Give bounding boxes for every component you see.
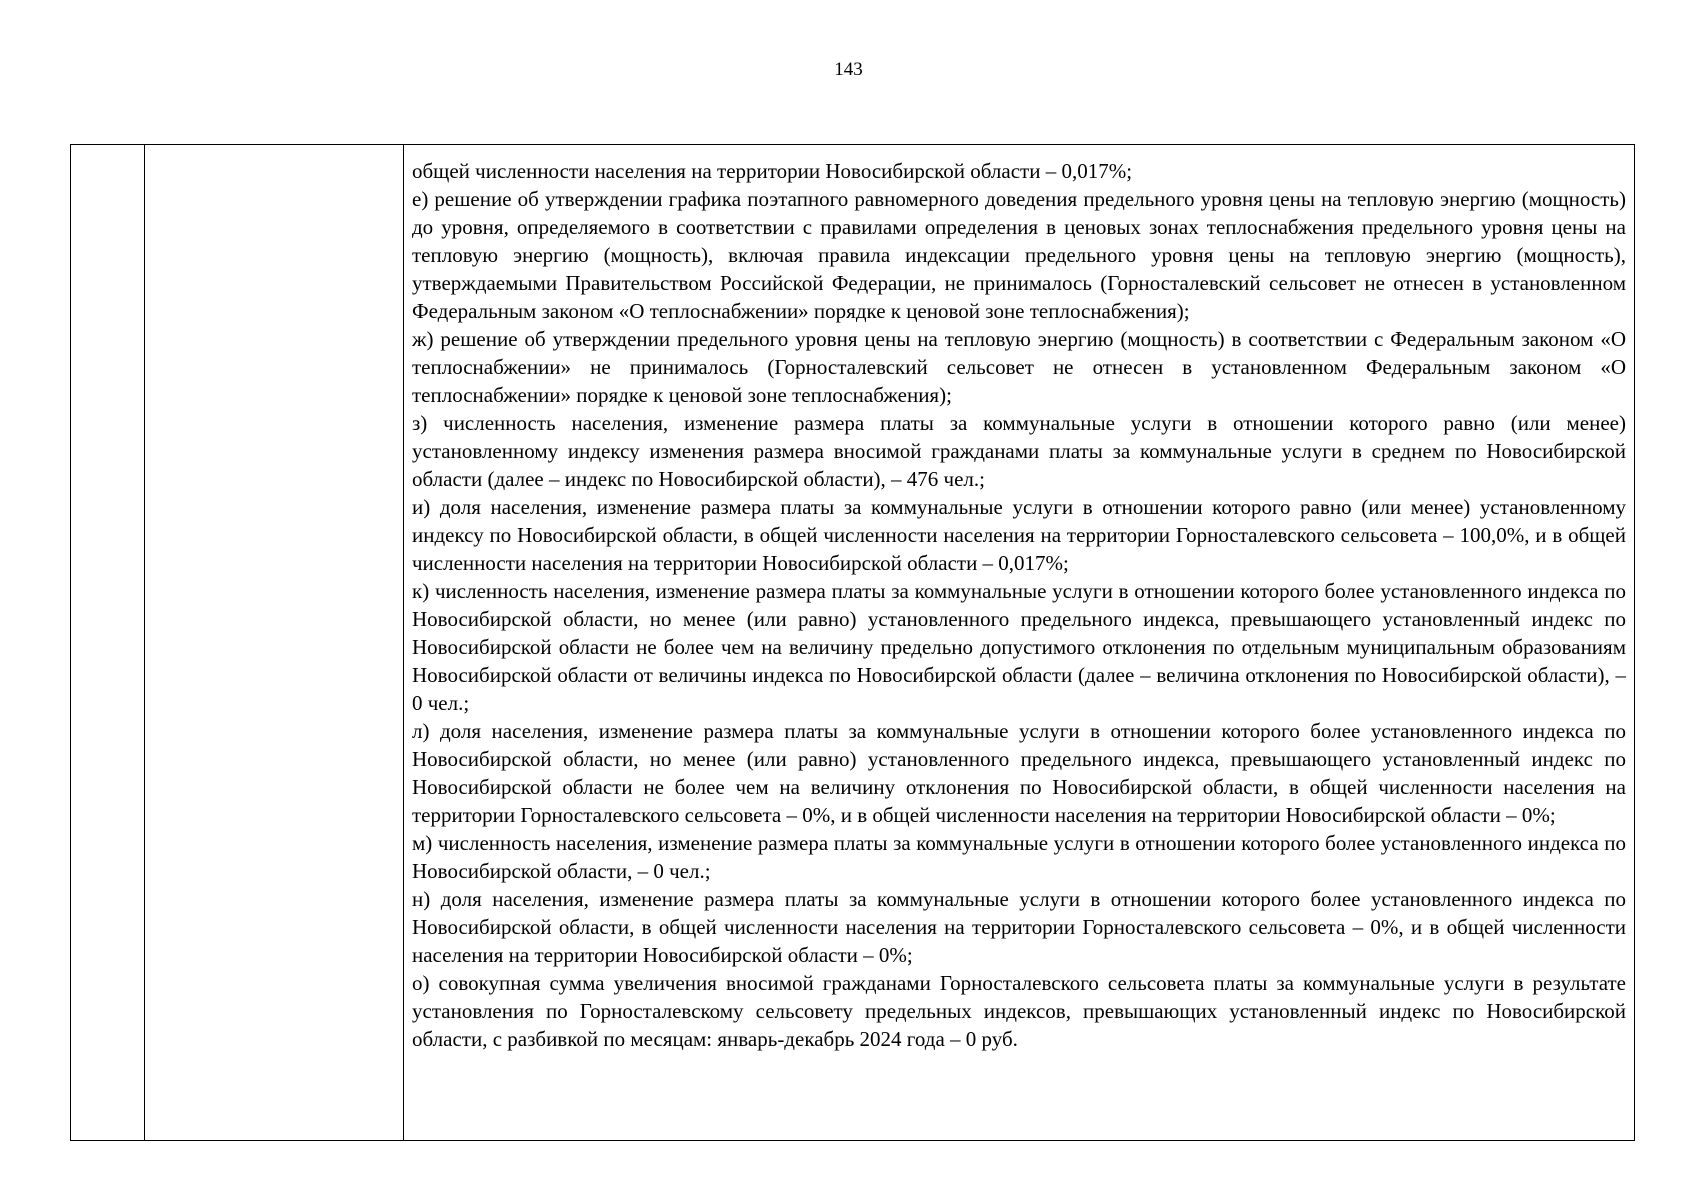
paragraph-i: и) доля населения, изменение размера платы за коммунальные услуги в отношении которого равно (или менее) установленному индексу по Новосибирской области, в общей численности населения на территории Горносталевского сельсовета – 100,0%, и в общей численности населения на территории Новосибирской области – 0,017%;: [412, 495, 1626, 575]
paragraph-zh: ж) решение об утверждении предельного уровня цены на тепловую энергию (мощность) в соответствии с Федеральным законом «О теплоснабжении» не принималось (Горносталевский сельсовет не отнесен в установленном Федеральным законом «О теплоснабжении» порядке к ценовой зоне теплоснабжения);: [412, 327, 1626, 407]
paragraph-continuation: общей численности населения на территории Новосибирской области – 0,017%;: [412, 159, 1133, 183]
table-cell-content: [404, 145, 1635, 1141]
table-cell-number: [71, 145, 145, 1141]
table-row: [71, 145, 1635, 1141]
paragraph-l: л) доля населения, изменение размера платы за коммунальные услуги в отношении которого более установленного индекса по Новосибирской области, но менее (или равно) установленного предельного индекса, превышающего установленный индекс по Новосибирской области не более чем на величину отклонения по Новосибирской области, в общей численности населения на территории Горносталевского сельсовета – 0%, и в общей численности населения на территории Новосибирской области – 0%;: [412, 719, 1626, 827]
content-text: [404, 145, 1634, 1053]
paragraph-m: м) численность населения, изменение размера платы за коммунальные услуги в отношении которого более установленного индекса по Новосибирской области, – 0 чел.;: [412, 831, 1626, 883]
table-cell-name: [145, 145, 404, 1141]
document-table: [70, 144, 1635, 1141]
paragraph-o: о) совокупная сумма увеличения вносимой гражданами Горносталевского сельсовета платы за коммунальные услуги в результате установления по Горносталевскому сельсовету предельных индексов, превышающих установленный индекс по Новосибирской области, с разбивкой по месяцам: январь-декабрь 2024 года – 0 руб.: [412, 971, 1626, 1051]
paragraph-n: н) доля населения, изменение размера платы за коммунальные услуги в отношении которого более установленного индекса по Новосибирской области, в общей численности населения на территории Горносталевского сельсовета – 0%, и в общей численности населения на территории Новосибирской области – 0%;: [412, 887, 1626, 967]
paragraph-k: к) численность населения, изменение размера платы за коммунальные услуги в отношении которого более установленного индекса по Новосибирской области, но менее (или равно) установленного предельного индекса, превышающего установленный индекс по Новосибирской области не более чем на величину предельно допустимого отклонения по отдельным муниципальным образованиям Новосибирской области от величины индекса по Новосибирской области (далее – величина отклонения по Новосибирской области), – 0 чел.;: [412, 579, 1626, 715]
page-number: 143: [834, 59, 863, 80]
paragraph-z: з) численность населения, изменение размера платы за коммунальные услуги в отношении которого равно (или менее) установленному индексу изменения размера вносимой гражданами платы за коммунальные услуги в среднем по Новосибирской области (далее – индекс по Новосибирской области), – 476 чел.;: [412, 411, 1626, 491]
paragraph-e: е) решение об утверждении графика поэтапного равномерного доведения предельного уровня цены на тепловую энергию (мощность) до уровня, определяемого в соответствии с правилами определения в ценовых зонах теплоснабжения предельного уровня цены на тепловую энергию (мощность), включая правила индексации предельного уровня цены на тепловую энергию (мощность), утверждаемыми Правительством Российской Федерации, не принималось (Горносталевский сельсовет не отнесен в установленном Федеральным законом «О теплоснабжении» порядке к ценовой зоне теплоснабжения);: [412, 187, 1626, 323]
